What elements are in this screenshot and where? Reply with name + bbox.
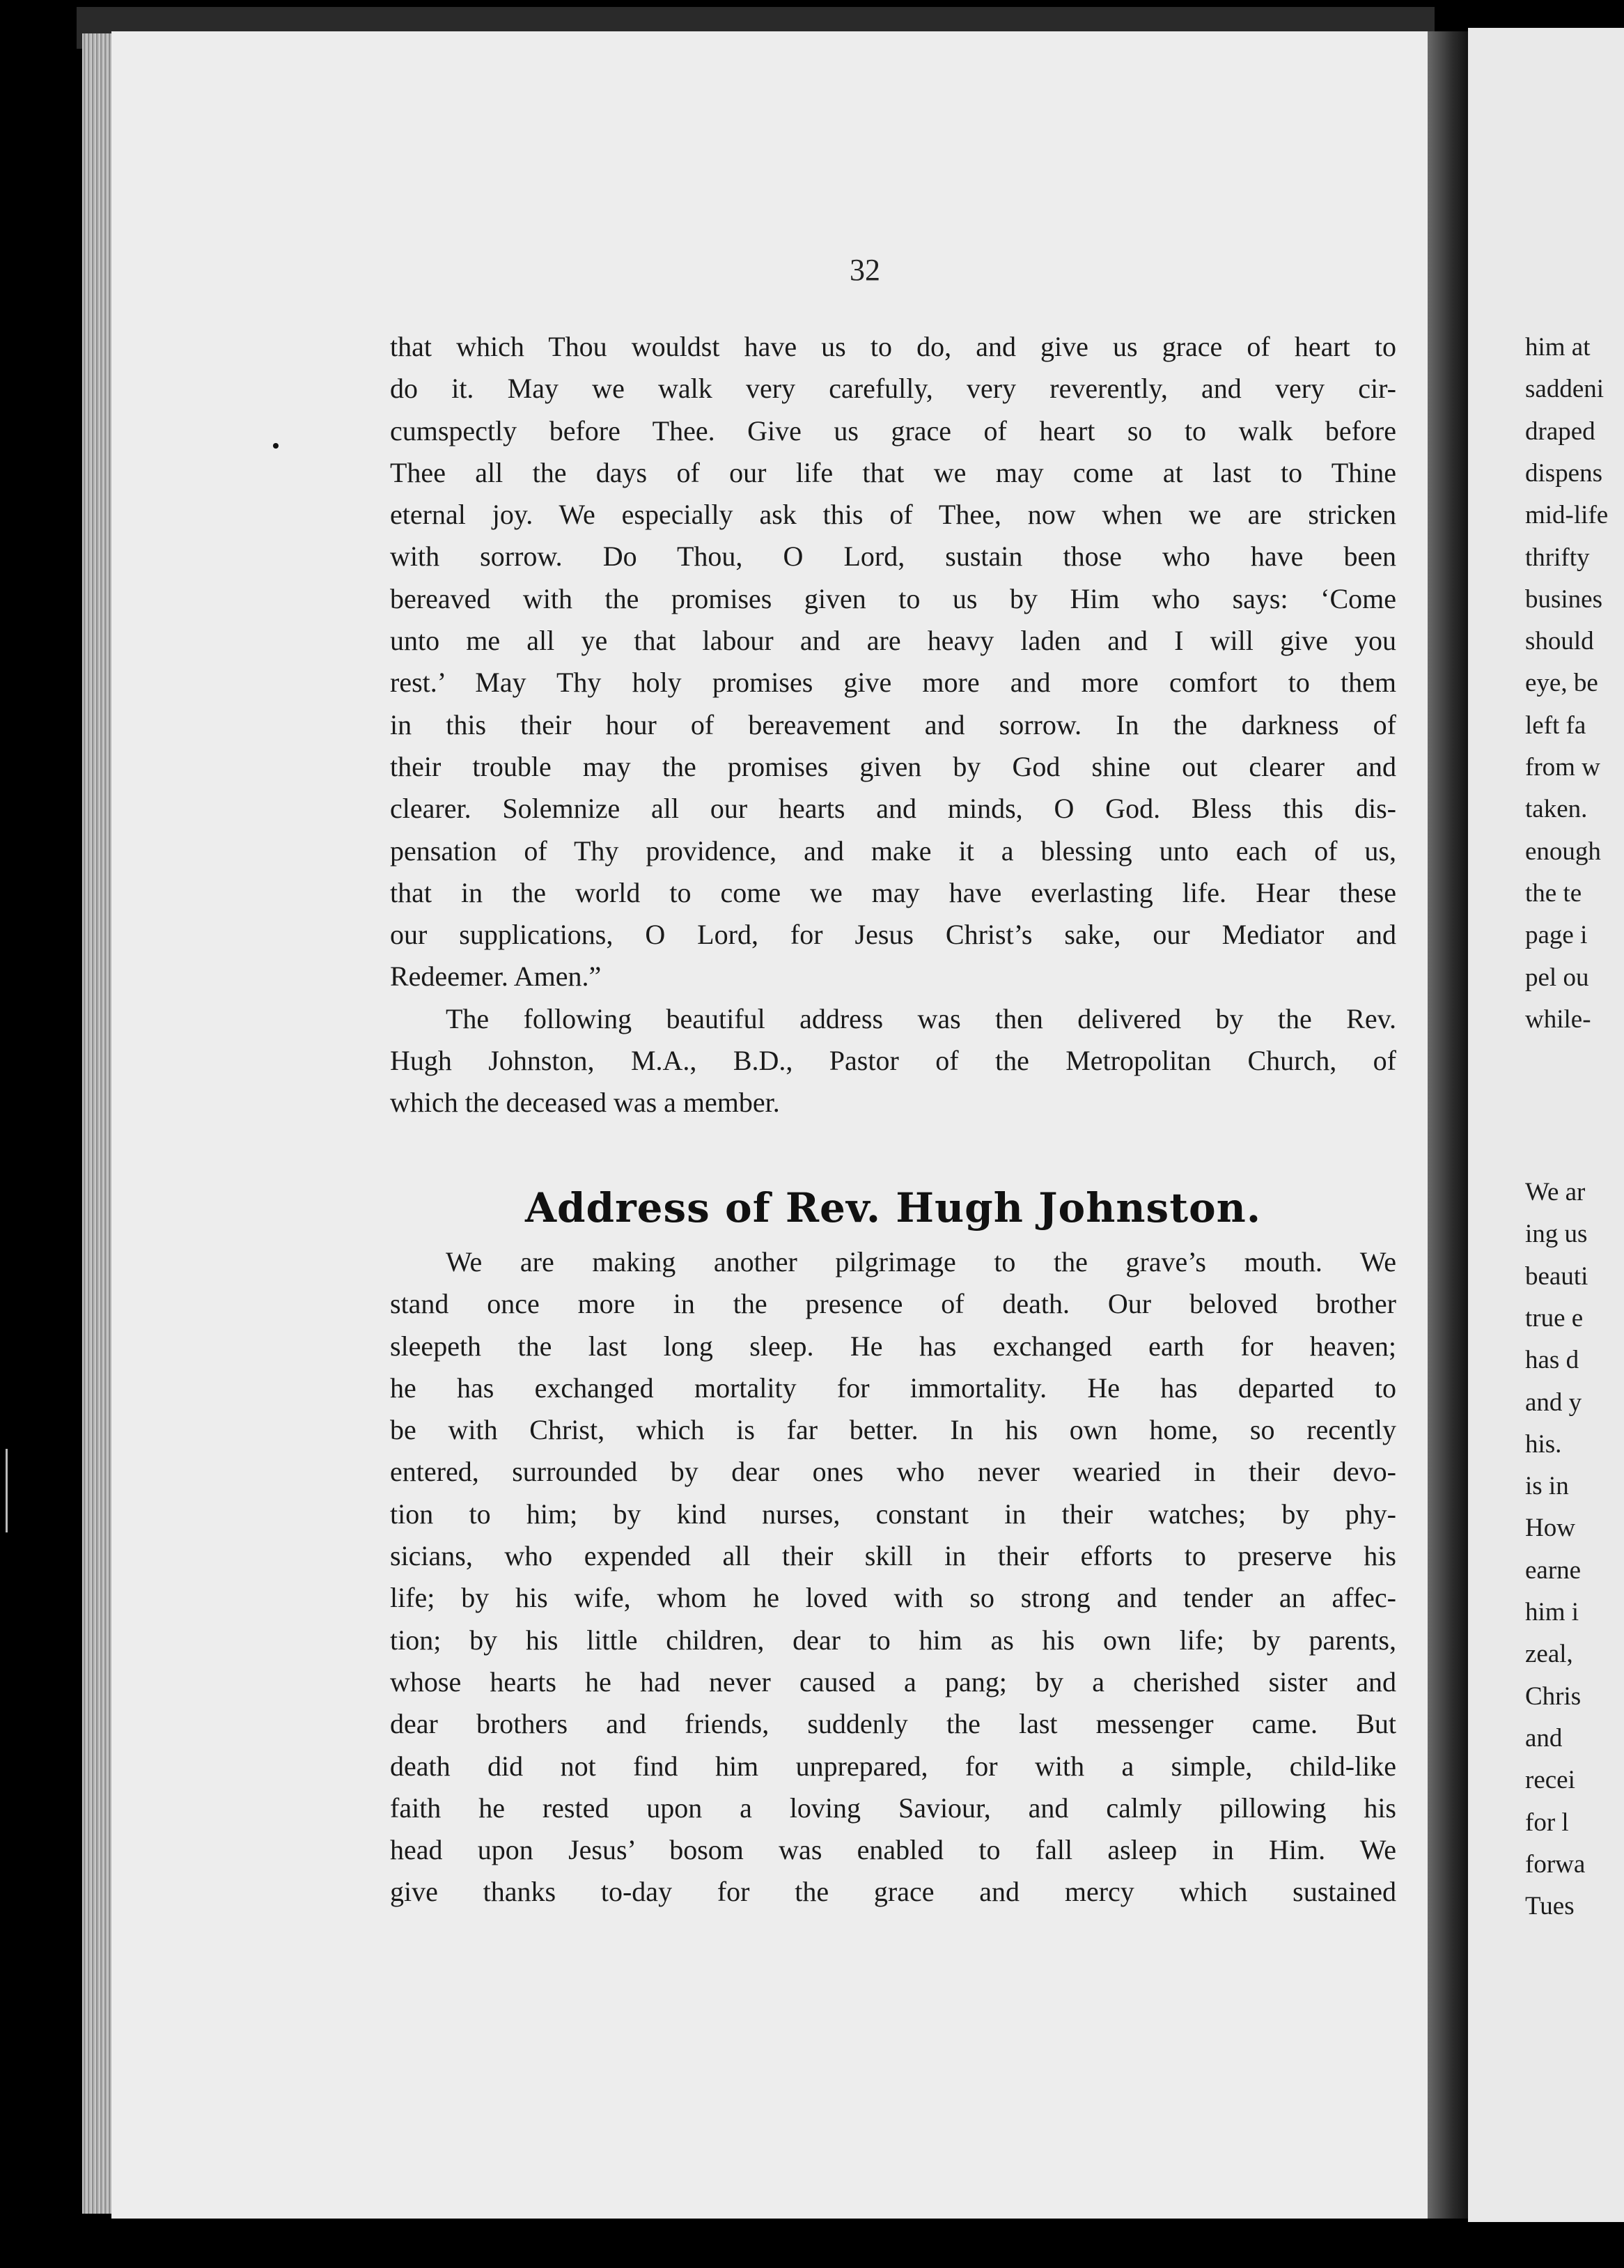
text-line: tion to him; by kind nurses, constant in their watches; by phy-: [390, 1498, 1396, 1530]
right-page-line: Chris: [1525, 1681, 1582, 1711]
text-line: he has exchanged mortality for immortality. He has departed to: [390, 1372, 1396, 1404]
text-line: life; by his wife, whom he loved with so strong and tender an affec-: [390, 1582, 1396, 1614]
text-line: rest.’ May Thy holy promises give more and more comfort to them: [390, 667, 1396, 699]
text-line: sleepeth the last long sleep. He has exchanged earth for heaven;: [390, 1330, 1396, 1362]
text-line: Redeemer. Amen.”: [390, 961, 602, 993]
text-line: pensation of Thy providence, and make it a blessing unto each of us,: [390, 834, 1396, 867]
text-line: that which Thou wouldst have us to do, and give us grace of heart to: [390, 331, 1396, 362]
section-heading: Address of Rev. Hugh Johnston.: [524, 1184, 1262, 1232]
right-page-line: zeal,: [1525, 1640, 1573, 1669]
right-page-line: from w: [1525, 753, 1600, 782]
text-line: tion; by his little children, dear to him as his own life; by parents,: [390, 1624, 1396, 1656]
right-page-line: should: [1525, 627, 1594, 656]
right-page-line: forwa: [1525, 1849, 1586, 1879]
text-line: The following beautiful address was then delivered by the Rev.: [446, 1002, 1396, 1034]
right-page-line: him at: [1525, 333, 1591, 362]
right-page-line: is in: [1525, 1472, 1569, 1501]
text-line: sicians, who expended all their skill in their efforts to preserve his: [390, 1540, 1396, 1572]
text-line: unto me all ye that labour and are heavy laden and I will give you: [390, 625, 1396, 657]
right-page-line: for l: [1525, 1808, 1569, 1837]
text-line: with sorrow. Do Thou, O Lord, sustain those who have been: [390, 541, 1396, 573]
text-line: Hugh Johnston, M.A., B.D., Pastor of the Metropolitan Church, of: [390, 1045, 1396, 1077]
text-line: be with Christ, which is far better. In his own home, so recently: [390, 1414, 1396, 1446]
text-line: their trouble may the promises given by God shine out clearer and: [390, 750, 1396, 782]
text-line: which the deceased was a member.: [390, 1087, 780, 1119]
right-page-line: and y: [1525, 1388, 1582, 1417]
text-line: cumspectly before Thee. Give us grace of heart so to walk before: [390, 414, 1396, 446]
prayer-text-block: [390, 326, 1396, 1124]
right-page-line: pel ou: [1525, 963, 1589, 992]
text-line: dear brothers and friends, suddenly the last messenger came. But: [390, 1708, 1396, 1740]
right-page-line: beauti: [1525, 1261, 1588, 1291]
text-line: our supplications, O Lord, for Jesus Christ’s sake, our Mediator and: [390, 919, 1396, 951]
right-page-line: his.: [1525, 1429, 1562, 1459]
right-page-line: thrifty: [1525, 543, 1590, 572]
right-page-line: page i: [1525, 921, 1588, 950]
right-page-line: mid-life: [1525, 501, 1609, 530]
right-page-line: draped: [1525, 417, 1595, 446]
text-line: entered, surrounded by dear ones who never wearied in their devo-: [390, 1456, 1396, 1488]
text-line: whose hearts he had never caused a pang; by a cherished sister and: [390, 1665, 1396, 1698]
text-line: faith he rested upon a loving Saviour, and calmly pillowing his: [390, 1792, 1396, 1824]
text-line: head upon Jesus’ bosom was enabled to fall asleep in Him. We: [390, 1834, 1396, 1866]
text-line: clearer. Solemnize all our hearts and minds, O God. Bless this dis-: [390, 793, 1396, 825]
text-line: death did not find him unprepared, for with a simple, child-like: [390, 1750, 1396, 1782]
right-page-line: dispens: [1525, 458, 1602, 488]
text-line: give thanks to-day for the grace and mercy which sustained: [390, 1876, 1396, 1908]
scan-mark: [6, 1449, 8, 1532]
text-line: that in the world to come we may have everlasting life. Hear these: [390, 876, 1396, 908]
right-page-line: saddeni: [1525, 375, 1605, 404]
text-line: eternal joy. We especially ask this of Thee, now when we are stricken: [390, 499, 1396, 531]
right-page-line: How: [1525, 1514, 1575, 1543]
right-page-line: ing us: [1525, 1220, 1588, 1249]
right-page-line: busines: [1525, 584, 1602, 614]
text-line: Thee all the days of our life that we may come at last to Thine: [390, 456, 1396, 488]
address-text-block: [390, 1241, 1396, 1913]
book-gutter: [1428, 31, 1469, 2219]
right-page-line: enough: [1525, 837, 1601, 866]
text-line: We are making another pilgrimage to the grave’s mouth. We: [446, 1246, 1396, 1277]
text-line: in this their hour of bereavement and sorrow. In the darkness of: [390, 708, 1396, 740]
right-page-line: him i: [1525, 1598, 1579, 1626]
page-number: 32: [850, 253, 880, 287]
right-page-line: recei: [1525, 1766, 1575, 1795]
right-page-line: the te: [1525, 878, 1582, 908]
right-page-line: has d: [1525, 1346, 1579, 1375]
right-page-line: and: [1525, 1723, 1563, 1753]
right-page-line: We ar: [1525, 1178, 1586, 1206]
right-page-line: true e: [1525, 1303, 1584, 1333]
right-page-fragment: [1468, 28, 1624, 2222]
right-page-line: while-: [1525, 1004, 1591, 1034]
right-page-line: taken.: [1525, 795, 1588, 824]
right-page-line: left fa: [1525, 710, 1586, 740]
right-page-line: Tues: [1525, 1892, 1575, 1921]
text-line: stand once more in the presence of death. Our beloved brother: [390, 1288, 1396, 1320]
ink-speck: [273, 443, 279, 449]
text-line: bereaved with the promises given to us by Him who says: ‘Come: [390, 582, 1396, 614]
right-page-line: earne: [1525, 1555, 1582, 1585]
text-line: do it. May we walk very carefully, very reverently, and very cir-: [390, 373, 1396, 405]
right-page-line: eye, be: [1525, 669, 1598, 698]
